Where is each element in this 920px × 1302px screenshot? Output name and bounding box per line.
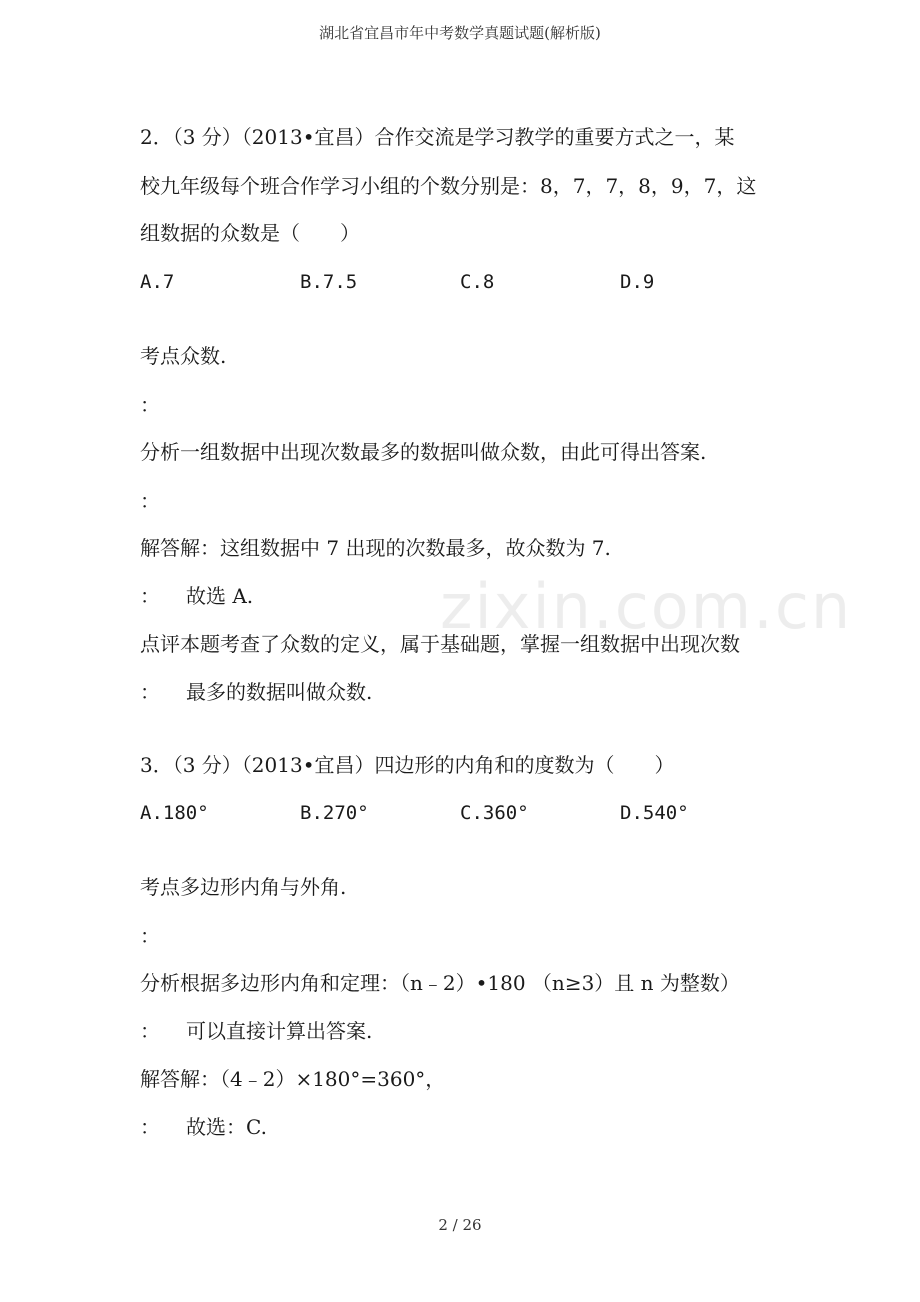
q2-dianping-colon: ： — [140, 680, 160, 704]
q2-fenxi-colon: ： — [140, 489, 160, 513]
q2-option-c: C.8 — [460, 271, 495, 293]
q2-dianping-continued: 最多的数据叫做众数. — [186, 680, 373, 704]
q2-jieda-conclusion: 故选 A. — [186, 584, 254, 608]
q3-jieda-colon: ： — [140, 1115, 160, 1139]
q3-jieda-conclusion: 故选：C. — [186, 1115, 267, 1139]
q2-stem-line2: 校九年级每个班合作学习小组的个数分别是：8，7，7，8，9，7，这 — [140, 174, 757, 198]
q2-jieda-colon: ： — [140, 584, 160, 608]
q3-jieda: 解答解：（4﹣2）×180°=360°， — [140, 1067, 446, 1091]
q3-fenxi-continued: 可以直接计算出答案. — [186, 1019, 373, 1043]
q3-option-b: B.270° — [300, 802, 369, 824]
q3-fenxi-colon: ： — [140, 1019, 160, 1043]
q3-kaodian-colon: ： — [140, 924, 160, 948]
q2-option-d: D.9 — [620, 271, 655, 293]
q2-dianping-line2 — [140, 680, 372, 704]
q2-kaodian: 考点众数. — [140, 344, 227, 368]
q3-option-a: A.180° — [140, 802, 209, 824]
q3-option-c: C.360° — [460, 802, 529, 824]
q2-jieda-line2 — [140, 584, 253, 608]
q2-dianping: 点评本题考查了众数的定义，属于基础题，掌握一组数据中出现次数 — [140, 632, 740, 656]
watermark: zixin.com.cn — [440, 570, 853, 643]
q2-fenxi: 分析一组数据中出现次数最多的数据叫做众数，由此可得出答案. — [140, 440, 707, 464]
q3-fenxi: 分析根据多边形内角和定理：（n﹣2）•180 （n≥3）且 n 为整数） — [140, 971, 740, 995]
q3-fenxi-line2 — [140, 1019, 372, 1043]
q2-stem-line3: 组数据的众数是（ ） — [140, 221, 360, 245]
q3-jieda-line2 — [140, 1115, 267, 1139]
q2-kaodian-colon: ： — [140, 393, 160, 417]
q2-jieda: 解答解：这组数据中 7 出现的次数最多，故众数为 7. — [140, 536, 611, 560]
page-number: 2 / 26 — [438, 1216, 482, 1234]
q2-option-a: A.7 — [140, 271, 175, 293]
document-header: 湖北省宜昌市年中考数学真题试题(解析版) — [319, 24, 601, 42]
q2-option-b: B.7.5 — [300, 271, 358, 293]
q2-stem-line1: 2．（3 分）（2013•宜昌）合作交流是学习教学的重要方式之一，某 — [140, 125, 735, 149]
q3-option-d: D.540° — [620, 802, 689, 824]
q3-kaodian: 考点多边形内角与外角. — [140, 875, 347, 899]
q3-stem-line1: 3．（3 分）（2013•宜昌）四边形的内角和的度数为（ ） — [140, 753, 675, 777]
